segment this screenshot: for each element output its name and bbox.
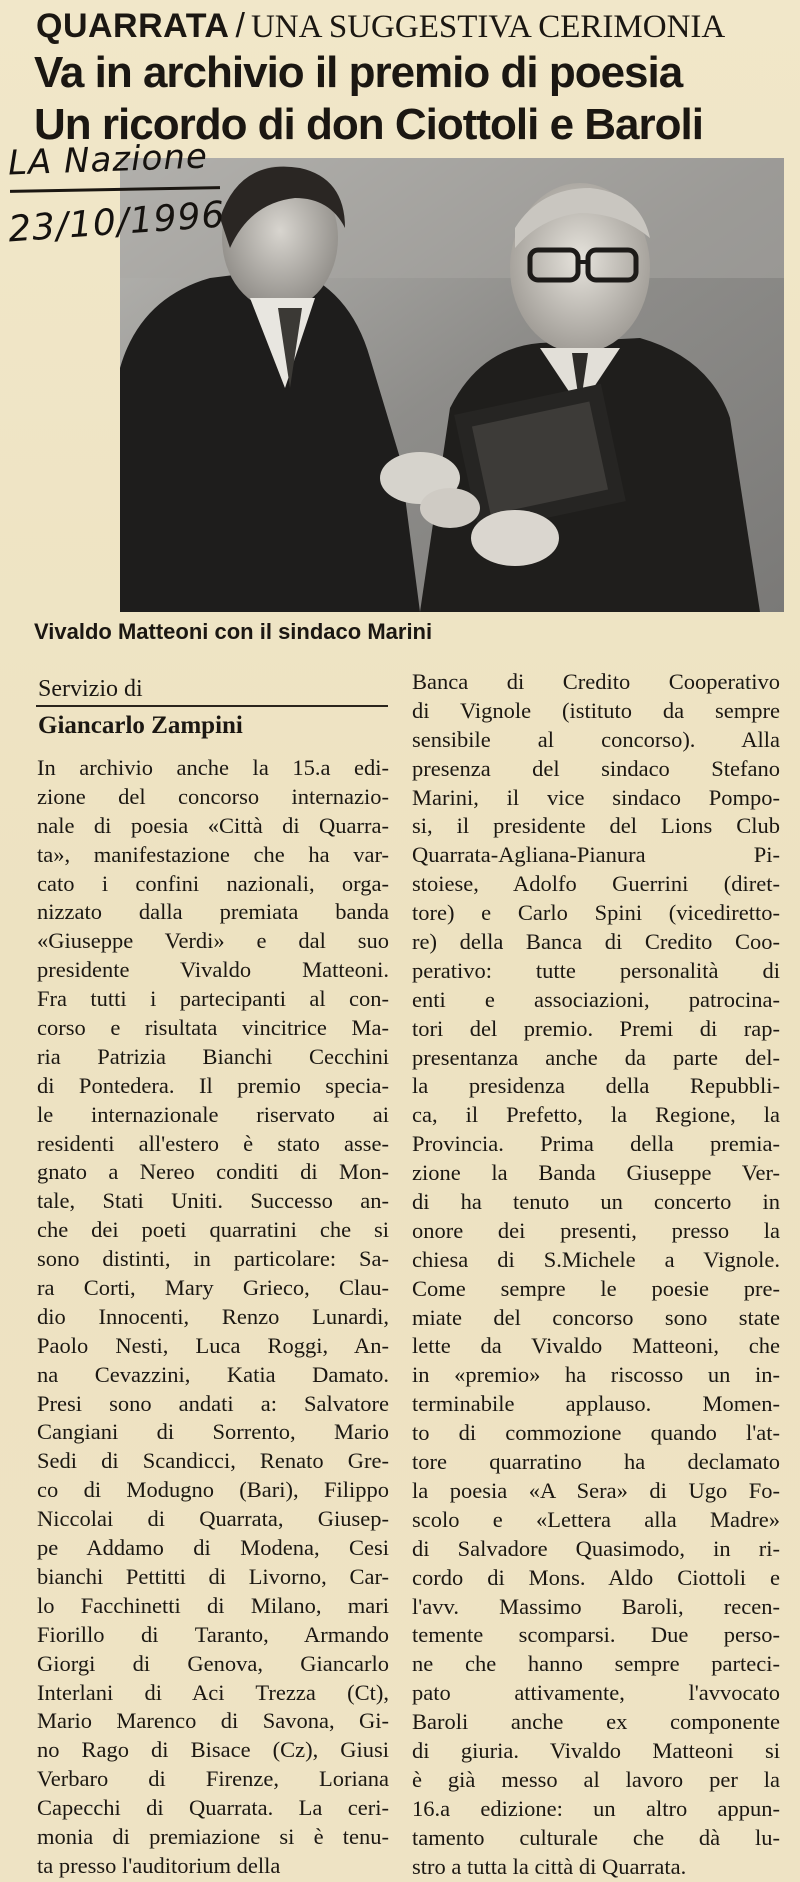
article-line: si, il presidente del Lions Club xyxy=(412,813,780,839)
article-line: tamento culturale che dà lu- xyxy=(412,1824,780,1850)
article-line: residenti all'estero è stato asse- xyxy=(37,1130,389,1156)
article-line: stoiese, Adolfo Guerrini (diret- xyxy=(412,871,780,897)
headline-line-2: Un ricordo di don Ciottoli e Baroli xyxy=(34,100,703,149)
article-line: Sedi di Scandicci, Renato Gre- xyxy=(37,1448,389,1474)
article-line: sono distinti, in particolare: Sa- xyxy=(37,1246,389,1272)
article-line: stro a tutta la città di Quarrata. xyxy=(412,1853,687,1879)
article-line: la presidenza della Repubbli- xyxy=(412,1073,780,1099)
article-line: Fra tutti i partecipanti al con- xyxy=(37,986,389,1012)
article-line: la poesia «A Sera» di Ugo Fo- xyxy=(412,1477,780,1503)
article-line: Marini, il vice sindaco Pompo- xyxy=(412,784,780,810)
article-line: onore dei presenti, presso la xyxy=(412,1217,780,1243)
article-line: nale di poesia «Città di Quarra- xyxy=(37,812,389,838)
article-line: Cangiani di Sorrento, Mario xyxy=(37,1419,389,1445)
article-line: di giuria. Vivaldo Matteoni si xyxy=(412,1737,780,1763)
article-line: Presi sono andati a: Salvatore xyxy=(37,1390,389,1416)
byline-rule xyxy=(36,705,388,707)
article-line: zione del concorso internazio- xyxy=(37,783,389,809)
article-line: di ha tenuto un concerto in xyxy=(412,1189,780,1215)
article-line: gnato a Nereo conditi di Mon- xyxy=(37,1159,389,1185)
article-line: lo Facchinetti di Milano, mari xyxy=(37,1592,389,1618)
article-line: miate del concorso sono state xyxy=(412,1304,780,1330)
article-line: nizzato dalla premiata banda xyxy=(37,899,389,925)
article-line: pe Addamo di Modena, Cesi xyxy=(37,1535,389,1561)
article-line: bianchi Pettitti di Livorno, Car- xyxy=(37,1563,389,1589)
article-line: sensibile al concorso). Alla xyxy=(412,726,780,752)
article-line: to di commozione quando l'at- xyxy=(412,1420,780,1446)
article-line: che dei poeti quarratini che si xyxy=(37,1217,389,1243)
article-column-left xyxy=(37,754,389,1881)
article-line: Baroli anche ex componente xyxy=(412,1709,780,1735)
article-line: co di Modugno (Bari), Filippo xyxy=(37,1477,389,1503)
article-line: cordo di Mons. Aldo Ciottoli e xyxy=(412,1564,780,1590)
article-line: le internazionale riservato ai xyxy=(37,1101,389,1127)
article-line: presentanza anche da parte del- xyxy=(412,1044,780,1070)
article-line: Mario Marenco di Savona, Gi- xyxy=(37,1708,389,1734)
article-line: Giorgi di Genova, Giancarlo xyxy=(37,1650,389,1676)
article-line: Interlani di Aci Trezza (Ct), xyxy=(37,1679,389,1705)
article-line: di Salvadore Quasimodo, in ri- xyxy=(412,1535,780,1561)
article-line: ta», manifestazione che ha var- xyxy=(37,841,389,867)
article-line: Quarrata-Agliana-Pianura Pi- xyxy=(412,842,780,868)
article-line: na Cevazzini, Katia Damato. xyxy=(37,1361,389,1387)
article-line: ria Patrizia Bianchi Cecchini xyxy=(37,1043,389,1069)
article-line: tore) e Carlo Spini (vicediretto- xyxy=(412,900,780,926)
article-line: ta presso l'auditorium della xyxy=(37,1852,281,1878)
article-line: lette da Vivaldo Matteoni, che xyxy=(412,1333,780,1359)
article-line: ca, il Prefetto, la Regione, la xyxy=(412,1102,780,1128)
article-line: enti e associazioni, patrocina- xyxy=(412,986,780,1012)
handwritten-date: 23/10/1996 xyxy=(6,194,227,251)
article-line: Niccolai di Quarrata, Giusep- xyxy=(37,1506,389,1532)
article-line: Capecchi di Quarrata. La ceri- xyxy=(37,1795,389,1821)
article-line: Come sempre le poesie pre- xyxy=(412,1275,780,1301)
article-line: chiesa di S.Michele a Vignole. xyxy=(412,1246,780,1272)
article-line: scolo e «Lettera alla Madre» xyxy=(412,1506,780,1532)
article-line: Banca di Credito Cooperativo xyxy=(412,669,780,694)
article-line: 16.a edizione: un altro appun- xyxy=(412,1795,780,1821)
article-line: dio Innocenti, Renzo Lunardi, xyxy=(37,1303,389,1329)
article-line: Paolo Nesti, Luca Roggi, An- xyxy=(37,1332,389,1358)
article-line: Fiorillo di Taranto, Armando xyxy=(37,1621,389,1647)
article-line: di Pontedera. Il premio specia- xyxy=(37,1072,389,1098)
article-line: terminabile applauso. Momen- xyxy=(412,1391,780,1417)
article-line: presenza del sindaco Stefano xyxy=(412,755,780,781)
article-line: corso e risultata vincitrice Ma- xyxy=(37,1015,389,1041)
article-line: tale, Stati Uniti. Successo an- xyxy=(37,1188,389,1214)
byline-label: Servizio di xyxy=(38,676,143,702)
article-line: perativo: tutte personalità di xyxy=(412,957,780,983)
article-line: monia di premiazione si è tenu- xyxy=(37,1823,389,1849)
article-line: cato i confini nazionali, orga- xyxy=(37,870,389,896)
kicker-separator: / xyxy=(235,7,245,45)
headline-line-1: Va in archivio il premio di poesia xyxy=(34,48,683,97)
article-line: «Giuseppe Verdi» e dal suo xyxy=(37,928,389,954)
article-line: pato attivamente, l'avvocato xyxy=(412,1680,780,1706)
article-line: Provincia. Prima della premia- xyxy=(412,1131,780,1157)
article-line: zione la Banda Giuseppe Ver- xyxy=(412,1160,780,1186)
article-line: re) della Banca di Credito Coo- xyxy=(412,929,780,955)
article-line: ne che hanno sempre parteci- xyxy=(412,1651,780,1677)
article-line: in «premio» ha riscosso un in- xyxy=(412,1362,780,1388)
article-line: presidente Vivaldo Matteoni. xyxy=(37,957,389,983)
article-line: tori del premio. Premi di rap- xyxy=(412,1015,780,1041)
photo-caption: Vivaldo Matteoni con il sindaco Marini xyxy=(34,619,433,644)
kicker-topic: UNA SUGGESTIVA CERIMONIA xyxy=(250,9,726,45)
article-line: l'avv. Massimo Baroli, recen- xyxy=(412,1593,780,1619)
article-line: temente scomparsi. Due perso- xyxy=(412,1622,780,1648)
article-column-right xyxy=(412,668,780,1881)
article-line: di Vignole (istituto da sempre xyxy=(412,697,780,723)
byline-author: Giancarlo Zampini xyxy=(38,712,243,739)
article-line: ra Corti, Mary Grieco, Clau- xyxy=(37,1275,389,1301)
article-line: In archivio anche la 15.a edi- xyxy=(37,755,389,780)
handwritten-source: LA Nazione xyxy=(7,136,209,184)
article-line: è già messo al lavoro per la xyxy=(412,1766,780,1792)
article-line: no Rago di Bisace (Cz), Giusi xyxy=(37,1737,389,1763)
kicker xyxy=(36,6,796,47)
kicker-place: QUARRATA xyxy=(36,7,230,45)
article-line: Verbaro di Firenze, Loriana xyxy=(37,1766,389,1792)
article-line: tore quarratino ha declamato xyxy=(412,1449,780,1475)
